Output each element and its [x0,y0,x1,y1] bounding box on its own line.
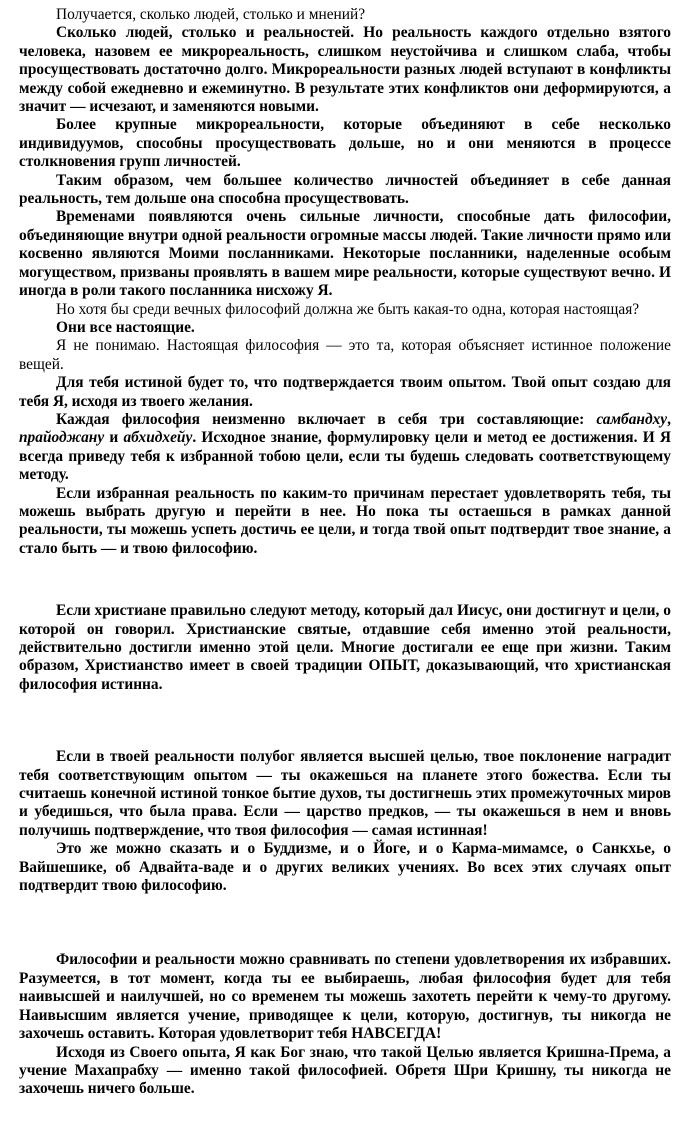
document-page [19,6,671,1099]
section-spacer-1 [19,558,671,602]
separator-1: , [667,410,671,428]
term-sambandha: самбандху [596,410,668,428]
paragraph-question-3: Я не понимаю. Настоящая философия — это та, которая объясняет истинное положение вещей. [19,337,671,373]
paragraph-answer-3: Таким образом, чем большее количество личностей объединяет в себе данная реальность, тем дольше она способна просуществовать. [19,171,671,208]
paragraph-other-teachings: Это же можно сказать и о Буддизме, и о Йоге, и о Карма-мимамсе, о Санкхье, о Вайшешике, об Адвайта-ваде и о других великих учениях. Во всех этих случаях опыт подтвердит твою философию. [19,840,671,895]
paragraph-demigod: Если в твоей реальности полубог является высшей целью, твое поклонение наградит тебя соответствующим опытом — ты окажешься на планете этого божества. Если ты считаешь конечной истиной тонкое бытие духов, ты достигнешь этих промежуточных миров и убедишься, что была права. Если — царство предков, — ты окажешься в нем и вновь получишь подтверждение, что твоя философия — самая истинная! [19,748,671,839]
paragraph-answer-5: Они все настоящие. [56,318,195,336]
paragraph-answer-1: Сколько людей, столько и реальностей. Но реальность каждого отдельно взятого человека, назовем ее микрореальность, слишком неустойчива и слишком слаба, чтобы просуществовать достаточно долго. Микрореальности разных людей вступают в конфликты между собой ежедневно и ежеминутно. В результате этих конфликтов они деформируются, а значит — исчезают, и заменяются новыми. [19,24,671,116]
paragraph-comparison: Философии и реальности можно сравнивать по степени удовлетворения их избравших. Разумеется, в тот момент, когда ты ее выбираешь, любая философия будет для тебя наивысшей и наилучшей, но со временем ты можешь захотеть перейти к чему-то другому. Наивысшим является учение, приводящее к цели, которую, достигнув, ты никогда не захочешь оставить. Которая удовлетворит тебя НАВСЕГДА! [19,951,671,1043]
paragraph-answer-2: Более крупные микрореальности, которые объединяют в себе несколько индивидуумов, способны просуществовать дольше, но и они меняются в процессе столкновения групп личностей. [19,116,671,171]
paragraph-answer-7-start: Каждая философия неизменно включает в себя три составляющие: [56,410,597,428]
paragraph-answer-7-end: . Исходное знание, формулировку цели и метод ее достижения. И Я всегда приведу тебя к избранной тобою цели, если ты будешь следовать соответствующему методу. [19,429,671,484]
paragraph-question-2: Но хотя бы среди вечных философий должна же быть какая-то одна, которая настоящая? [56,300,640,318]
paragraph-christianity: Если христиане правильно следуют методу, который дал Иисус, они достигнут и цели, о которой он говорил. Христианские святые, отдавшие себя именно этой реальности, действительно достигли именно этой цели. Многие достигали ее еще при жизни. Таким образом, Христианство имеет в своей традиции ОПЫТ, доказывающий, что христианская философия истинна. [19,602,671,693]
paragraph-answer-4: Временами появляются очень сильные личности, способные дать философии, объединяющие внутри одной реальности огромные массы людей. Такие личности прямо или косвенно являются Моими посланниками. Некоторые посланники, наделенные особым могуществом, призваны проявлять в вашем мире реальности, которые существуют вечно. И иногда в роли такого посланника нисхожу Я. [19,208,671,300]
paragraph-answer-6: Для тебя истиной будет то, что подтверждается твоим опытом. Твой опыт создаю для тебя Я, исходя из твоего желания. [19,374,671,410]
paragraph-answer-7 [19,411,671,485]
paragraph-krishna-prema: Исходя из Своего опыта, Я как Бог знаю, что такой Целью является Кришна-Према, а учение Махапрабху — именно такой философией. Обретя Шри Кришну, ты никогда не захочешь ничего больше. [19,1043,671,1098]
section-spacer-2 [19,694,671,748]
section-spacer-3 [19,895,671,951]
separator-2: и [104,429,124,447]
paragraph-answer-8: Если избранная реальность по каким-то причинам перестает удовлетворять тебя, ты можешь выбрать другую и перейти в нее. Но пока ты остаешься в рамках данной реальности, ты можешь успеть достичь ее цели, и тогда твой опыт подтвердит твое знание, а стало быть — и твою философию. [19,484,671,557]
paragraph-question-1: Получается, сколько людей, столько и мнений? [56,6,366,23]
term-abhidheya: абхидхейу [123,429,193,447]
term-prayojana: прайоджану [19,429,105,447]
